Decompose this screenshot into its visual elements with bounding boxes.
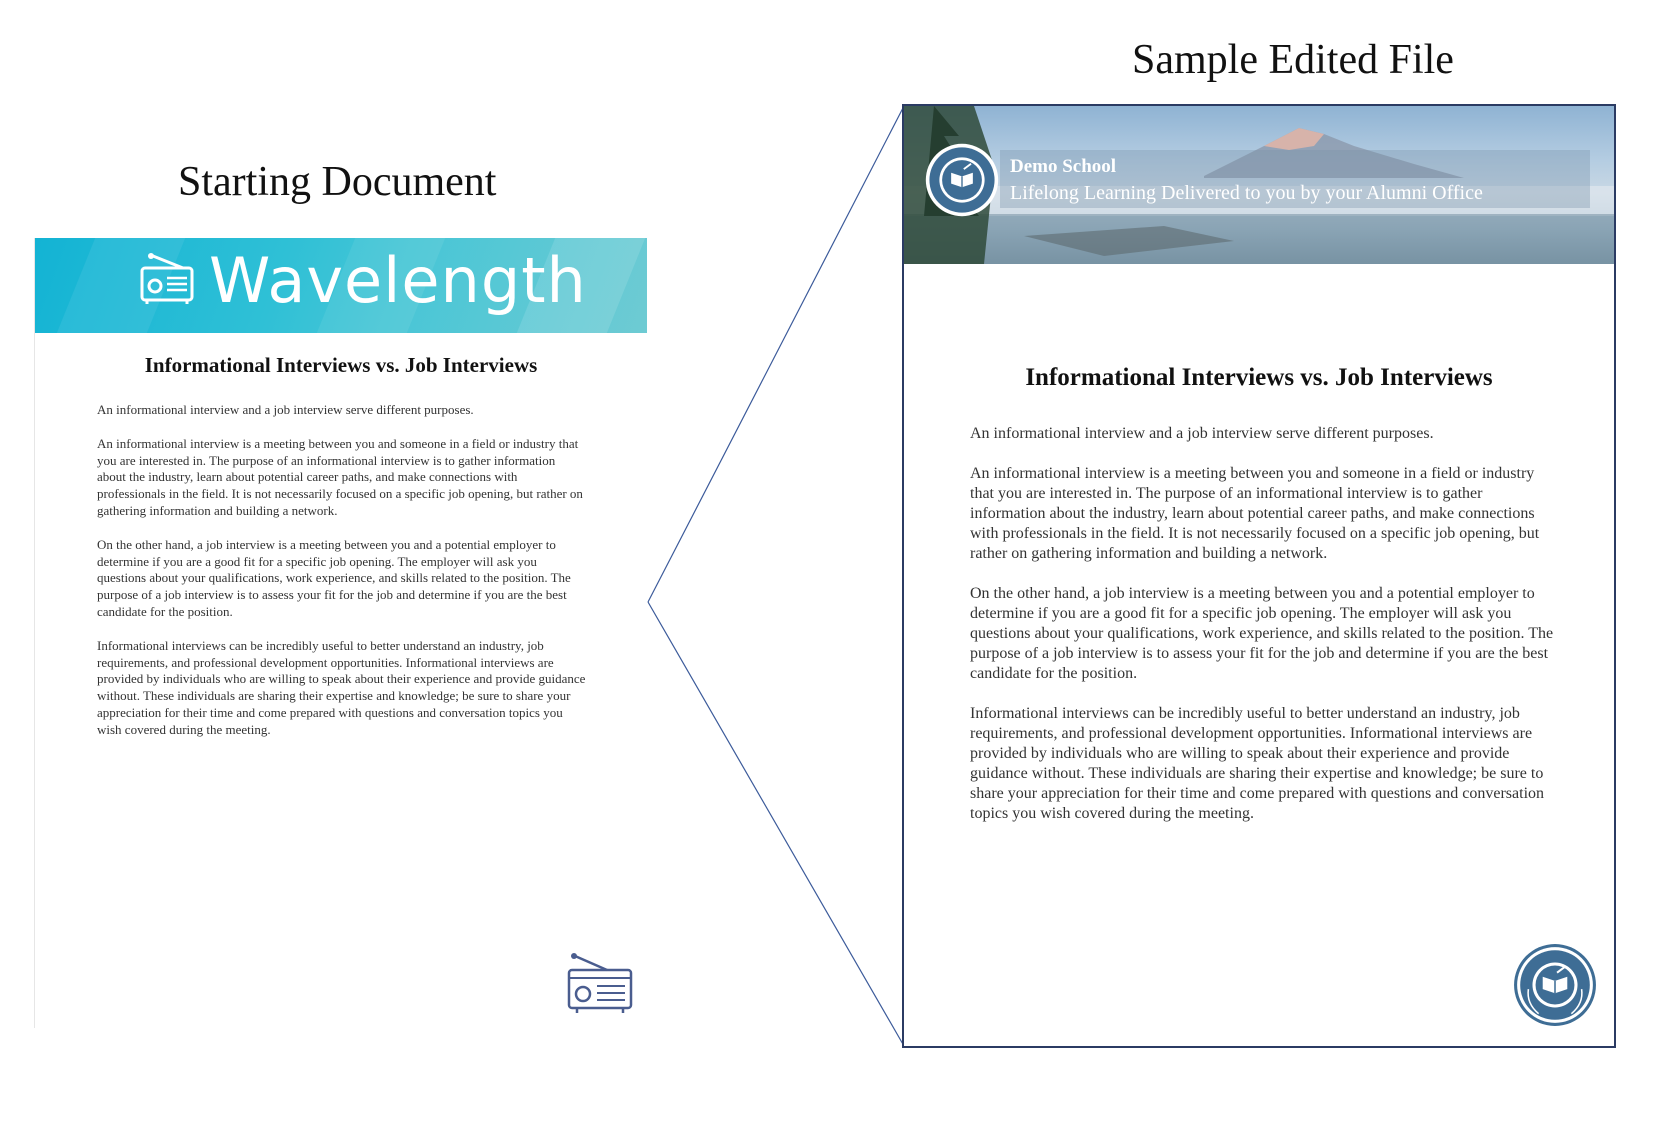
paragraph: On the other hand, a job interview is a meeting between you and a potential employer to determine if you are a good fit for a specific job opening. The employer will ask you questions about your qualifications, work experience, and skills related to the position. The purpose of a job interview is to assess your fit for the job and determine if you are the best candidate for the position. [970,585,1554,682]
starting-article-title: Informational Interviews vs. Job Interviews [144,353,538,377]
edited-article-body [970,424,1560,844]
edited-file-heading: Sample Edited File [1132,37,1454,83]
starting-article-body [97,402,587,756]
radio-icon [139,252,195,304]
school-logo-icon [1512,942,1598,1028]
wavelength-banner [35,238,647,333]
paragraph: On the other hand, a job interview is a meeting between you and a potential employer to determine if you are a good fit for a specific job opening. The employer will ask you questions about your qualifications, work experience, and skills related to the position. The purpose of a job interview is to assess your fit for the job and determine if you are the best candidate for the position. [97,536,571,619]
paragraph: An informational interview is a meeting between you and someone in a field or industry that you are interested in. The purpose of an informational interview is to gather information about the industry, learn about potential career paths, and make connections with professionals in the field. It is not necessarily focused on a specific job opening, but rather on gathering information and building a network. [970,465,1540,562]
connector-line-bottom [648,602,904,1046]
paragraph: An informational interview and a job interview serve different purposes. [970,425,1434,442]
starting-document [34,238,647,1028]
school-tagline: Lifelong Learning Delivered to you by your Alumni Office [1010,182,1483,204]
school-name: Demo School [1010,156,1117,177]
paragraph: Informational interviews can be incredibly useful to better understand an industry, job requirements, and professional development opportunities. Informational interviews are provided by individuals who are willing to speak about their experience and provide guidance without. These individuals are sharing their expertise and knowledge; be sure to share your appreciation for their time and come prepared with questions and conversation topics you wish covered during the meeting. [97,637,586,737]
paragraph: Informational interviews can be incredibly useful to better understand an industry, job requirements, and professional development opportunities. Informational interviews are provided by individuals who are willing to speak about their experience and provide guidance without. These individuals are sharing their expertise and knowledge; be sure to share your appreciation for their time and come prepared with questions and conversation topics you wish covered during the meeting. [970,705,1545,822]
paragraph: An informational interview is a meeting between you and someone in a field or industry that you are interested in. The purpose of an informational interview is to gather information about the industry, learn about potential career paths, and make connections with professionals in the field. It is not necessarily focused on a specific job opening, but rather on gathering information and building a network. [97,435,583,518]
edited-article-title: Informational Interviews vs. Job Interviews [1025,364,1493,391]
radio-icon [567,952,633,1014]
edited-document [902,104,1616,1048]
wavelength-title: Wavelength [209,244,587,317]
starting-document-heading: Starting Document [178,159,497,205]
connector-line-top [648,106,904,602]
paragraph: An informational interview and a job interview serve different purposes. [97,402,474,417]
lake-banner-image [904,106,1614,264]
school-logo-icon [924,142,1000,218]
